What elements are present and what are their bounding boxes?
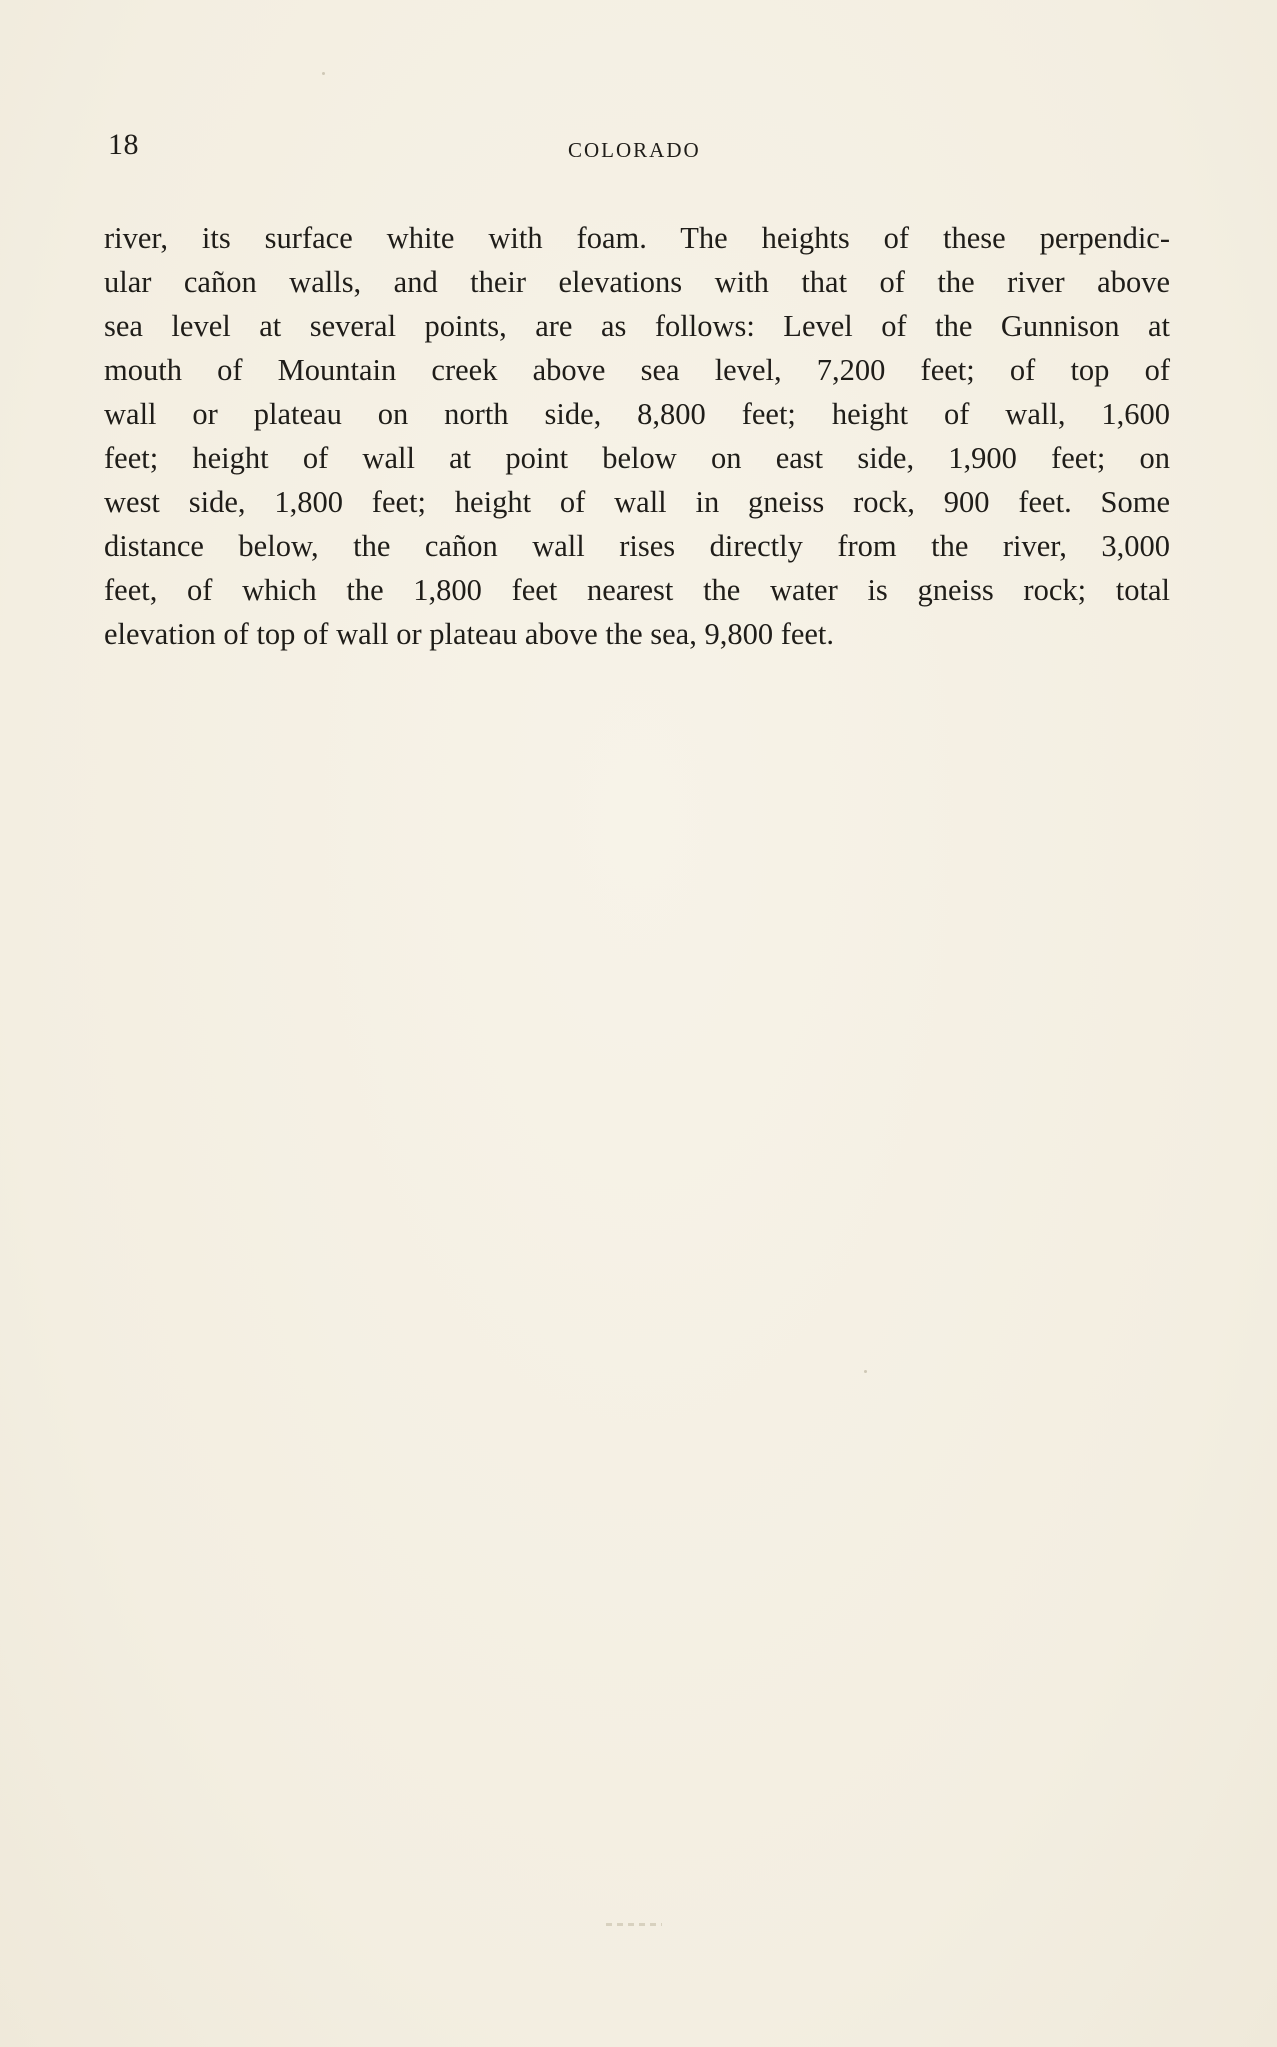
text-line: ular cañon walls, and their elevations with that of the river above bbox=[104, 265, 1170, 299]
text-line: distance below, the cañon wall rises directly from the river, 3,000 bbox=[104, 529, 1170, 563]
text-line: river, its surface white with foam. The heights of these perpendic- bbox=[104, 221, 1170, 255]
running-head: COLORADO bbox=[568, 138, 701, 162]
paper-speck bbox=[322, 72, 325, 75]
text-line: feet, of which the 1,800 feet nearest the water is gneiss rock; total bbox=[104, 573, 1170, 607]
text-line: wall or plateau on north side, 8,800 feet; height of wall, 1,600 bbox=[104, 397, 1170, 431]
text-line: elevation of top of wall or plateau above the sea, 9,800 feet. bbox=[104, 617, 835, 651]
text-line: feet; height of wall at point below on east side, 1,900 feet; on bbox=[104, 441, 1170, 475]
text-line: sea level at several points, are as follows: Level of the Gunnison at bbox=[104, 309, 1170, 343]
paper-speck bbox=[864, 1370, 867, 1373]
body-paragraph bbox=[104, 216, 1170, 656]
text-line: west side, 1,800 feet; height of wall in gneiss rock, 900 feet. Some bbox=[104, 485, 1170, 519]
text-line: mouth of Mountain creek above sea level, 7,200 feet; of top of bbox=[104, 353, 1170, 387]
bleed-through-mark bbox=[606, 1923, 662, 1926]
page-number: 18 bbox=[108, 128, 139, 161]
